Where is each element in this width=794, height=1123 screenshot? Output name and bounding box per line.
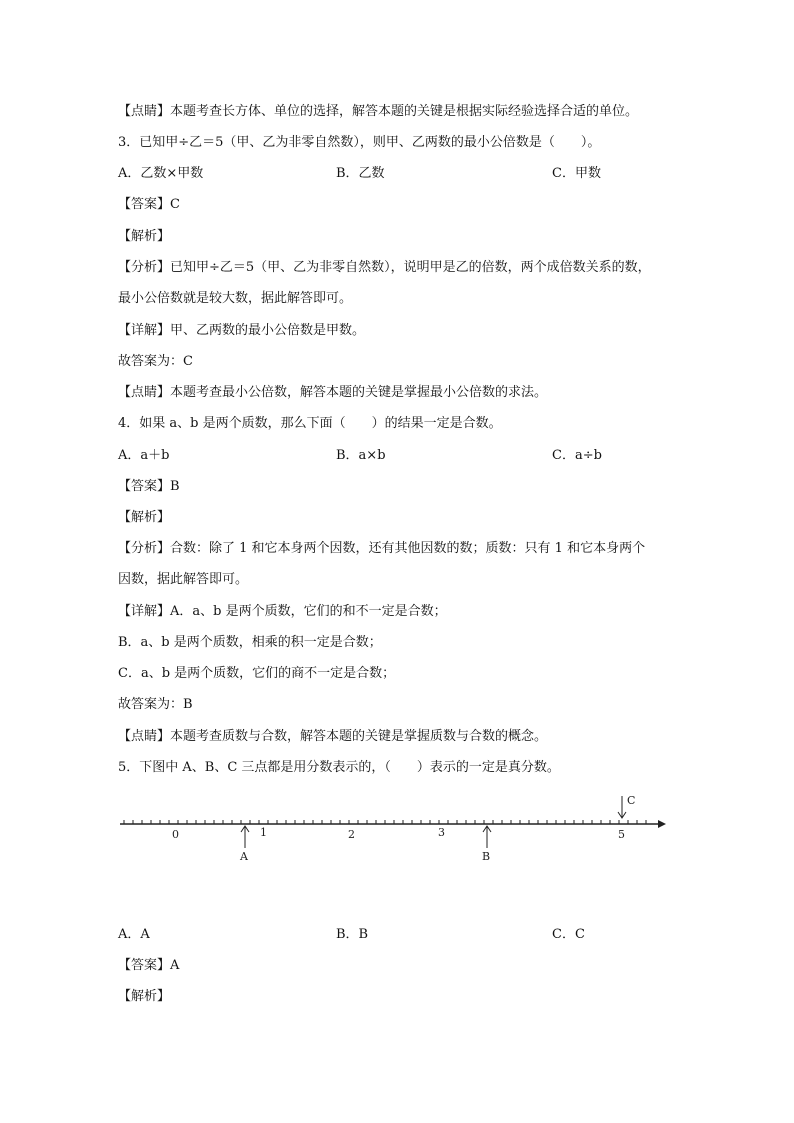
q4-hint: 【点睛】本题考查质数与合数，解答本题的关键是掌握质数与合数的概念。: [118, 729, 548, 744]
q3-hint: 【点睛】本题考查最小公倍数，解答本题的关键是掌握最小公倍数的求法。: [118, 385, 548, 400]
q4-answer: 【答案】B: [118, 479, 180, 494]
q5-option-b: B．B: [336, 927, 369, 942]
q4-detail-c: C．a、b 是两个质数，它们的商不一定是合数；: [118, 666, 396, 681]
q5-option-c: C．C: [552, 927, 585, 942]
q3-option-a: A．乙数×甲数: [118, 166, 204, 181]
q4-detail-b: B．a、b 是两个质数，相乘的积一定是合数；: [118, 635, 382, 650]
q3-answer: 【答案】C: [118, 197, 180, 212]
q5-explanation-heading: 【解析】: [118, 989, 171, 1004]
q4-option-a: A．a＋b: [118, 448, 170, 463]
q3-explanation-heading: 【解析】: [118, 229, 171, 244]
question-4: 4．如果 a、b 是两个质数，那么下面（ ）的结果一定是合数。: [118, 416, 502, 431]
axis-arrow-head: [658, 820, 666, 828]
q5-option-a: A．A: [118, 927, 150, 942]
q3-analysis-line-1: 【分析】已知甲÷乙＝5（甲、乙为非零自然数），说明甲是乙的倍数，两个成倍数关系的数，: [118, 260, 651, 275]
number-line-figure: [110, 788, 680, 873]
tick-label-2: 2: [348, 828, 355, 841]
tick-label-0: 0: [172, 828, 179, 841]
point-c-label: C: [627, 794, 636, 807]
q4-option-c: C．a÷b: [552, 448, 602, 463]
q3-analysis-line-2: 最小公倍数就是较大数，据此解答即可。: [118, 291, 353, 306]
q3-option-b: B．乙数: [336, 166, 385, 181]
point-b-label: B: [482, 850, 491, 863]
tick-label-3: 3: [438, 826, 445, 839]
q4-analysis-line-1: 【分析】合数：除了 1 和它本身两个因数，还有其他因数的数；质数：只有 1 和它本身两个: [118, 541, 646, 556]
q4-detail-a: 【详解】A．a、b 是两个质数，它们的和不一定是合数；: [118, 604, 447, 619]
q4-explanation-heading: 【解析】: [118, 510, 171, 525]
q3-detail: 【详解】甲、乙两数的最小公倍数是甲数。: [118, 323, 366, 338]
q4-analysis-line-2: 因数，据此解答即可。: [118, 572, 249, 587]
q3-option-c: C．甲数: [552, 166, 601, 181]
hint-q2: 【点睛】本题考查长方体、单位的选择，解答本题的关键是根据实际经验选择合适的单位。: [118, 104, 639, 119]
question-5: 5．下图中 A、B、C 三点都是用分数表示的，（ ）表示的一定是真分数。: [118, 760, 560, 775]
tick-label-5: 5: [618, 828, 625, 841]
q3-final-answer: 故答案为：C: [118, 354, 193, 369]
tick-label-1: 1: [260, 826, 267, 839]
point-a-label: A: [240, 850, 248, 863]
question-3: 3．已知甲÷乙＝5（甲、乙为非零自然数），则甲、乙两数的最小公倍数是（ ）。: [118, 135, 601, 150]
q5-answer: 【答案】A: [118, 958, 180, 973]
q4-option-b: B．a×b: [336, 448, 386, 463]
q4-final-answer: 故答案为：B: [118, 697, 193, 712]
